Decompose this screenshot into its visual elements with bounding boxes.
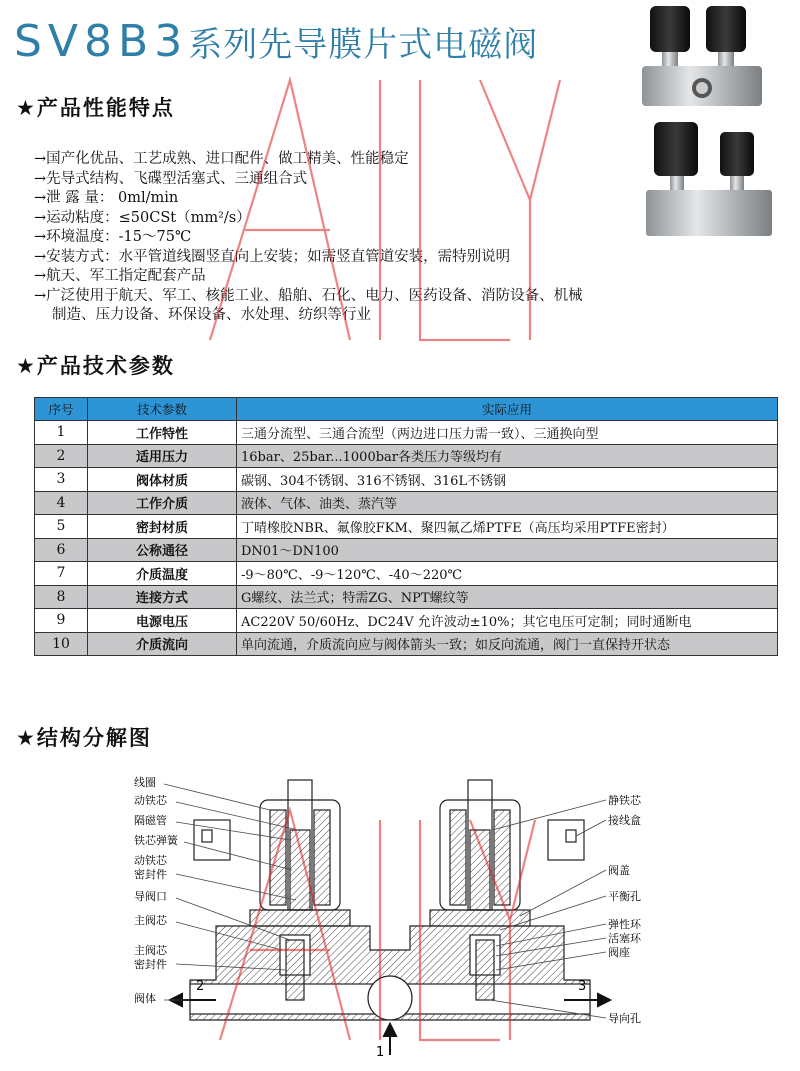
row-param: 阀体材质 [88, 468, 237, 492]
table-row [35, 585, 778, 609]
right-actuator [430, 780, 584, 926]
label-elastic-ring: 弹性环 [608, 918, 641, 931]
feature-item: →航天、军工指定配套产品 [34, 268, 206, 284]
row-param: 介质温度 [88, 562, 237, 586]
table-row [35, 491, 778, 515]
table-row [35, 562, 778, 586]
label-main-spool-2: 主阀芯 [134, 944, 167, 957]
spec-table [34, 397, 778, 656]
right-labels [608, 793, 642, 1025]
series-title: 系列先导膜片式电磁阀 [188, 25, 539, 65]
feature-item: →国产化优品、工艺成熟、进口配件、做工精美、性能稳定 [34, 151, 409, 167]
params-heading: ★产品技术参数 [16, 354, 175, 378]
row-app: G螺纹、法兰式；特需ZG、NPT螺纹等 [237, 585, 778, 609]
row-no: 1 [35, 421, 88, 445]
table-row [35, 515, 778, 539]
exploded-diagram [120, 770, 660, 1060]
left-labels [134, 775, 179, 1005]
row-app: 碳钢、304不锈钢、316不锈钢、316L不锈钢 [237, 468, 778, 492]
row-app: AC220V 50/60Hz、DC24V 允许波动±10%；其它电压可定制；同时通断电 [237, 609, 778, 633]
port-label-1: 1 [376, 1045, 385, 1060]
row-app: 三通分流型、三通合流型（两边进口压力需一致）、三通换向型 [237, 421, 778, 445]
row-param: 介质流向 [88, 632, 237, 656]
label-isolation-tube: 隔磁管 [134, 814, 167, 827]
features-heading: ★产品性能特点 [16, 96, 175, 120]
label-moving-core: 动铁芯 [134, 794, 167, 807]
label-core-spring: 铁芯弹簧 [134, 834, 178, 847]
feature-item: →广泛使用于航天、军工、核能工业、船舶、石化、电力、医药设备、消防设备、机械 [34, 287, 583, 304]
row-no: 7 [35, 562, 88, 586]
label-junction-box: 接线盒 [608, 814, 641, 827]
row-no: 10 [35, 632, 88, 656]
col-header-app: 实际应用 [237, 398, 778, 421]
row-param: 工作介质 [88, 491, 237, 515]
table-row [35, 632, 778, 656]
row-app: 单向流通，介质流向应与阀体箭头一致；如反向流通，阀门一直保持开状态 [237, 632, 778, 656]
col-header-no: 序号 [35, 398, 88, 421]
page-title [14, 16, 538, 72]
feature-item: →环境温度：-15～75℃ [34, 229, 192, 245]
feature-item-continuation: 制造、压力设备、环保设备、水处理、纺织等行业 [52, 307, 371, 323]
structure-heading: ★结构分解图 [16, 726, 152, 750]
row-no: 4 [35, 491, 88, 515]
label-piston-ring: 活塞环 [608, 932, 641, 945]
row-app: -9～80℃、-9～120℃、-40～220℃ [237, 562, 778, 586]
row-app: 液体、气体、油类、蒸汽等 [237, 491, 778, 515]
row-no: 5 [35, 515, 88, 539]
model-name: SV8B3 [14, 16, 189, 67]
label-valve-seat: 阀座 [608, 946, 630, 959]
label-seal-2: 密封件 [134, 958, 167, 971]
row-app: 丁晴橡胶NBR、氟像胶FKM、聚四氟乙烯PTFE（高压均采用PTFE密封） [237, 515, 778, 539]
label-seal: 密封件 [134, 868, 167, 881]
label-moving-core-2: 动铁芯 [134, 854, 167, 867]
label-static-core: 静铁芯 [608, 794, 641, 807]
label-guide-hole: 导向孔 [608, 1012, 641, 1025]
label-coil: 线圈 [134, 776, 156, 789]
row-param: 适用压力 [88, 444, 237, 468]
row-app: DN01～DN100 [237, 538, 778, 562]
row-param: 连接方式 [88, 585, 237, 609]
table-row [35, 468, 778, 492]
table-row [35, 538, 778, 562]
feature-item: →运动粘度：≤50CSt（mm²/s） [34, 209, 251, 226]
row-no: 9 [35, 609, 88, 633]
port-label-2: 2 [196, 979, 205, 994]
features-list [34, 150, 774, 326]
row-param: 电源电压 [88, 609, 237, 633]
label-main-spool: 主阀芯 [134, 914, 167, 927]
row-no: 8 [35, 585, 88, 609]
feature-item: →先导式结构、飞碟型活塞式、三通组合式 [34, 170, 308, 187]
table-row [35, 609, 778, 633]
row-no: 6 [35, 538, 88, 562]
col-header-param: 技术参数 [88, 398, 237, 421]
label-pilot-port: 导阀口 [134, 890, 167, 903]
table-row [35, 444, 778, 468]
row-param: 工作特性 [88, 421, 237, 445]
row-no: 3 [35, 468, 88, 492]
feature-item: →泄 露 量： 0ml/min [34, 190, 179, 206]
row-app: 16bar、25bar...1000bar各类压力等级均有 [237, 444, 778, 468]
left-actuator [194, 780, 350, 926]
label-balance-hole: 平衡孔 [608, 890, 641, 903]
row-no: 2 [35, 444, 88, 468]
row-param: 密封材质 [88, 515, 237, 539]
label-bonnet: 阀盖 [608, 864, 630, 877]
feature-item: →安装方式：水平管道线圈竖直向上安装；如需竖直管道安装，需特别说明 [34, 248, 511, 265]
table-header-row [35, 398, 778, 421]
port-label-3: 3 [578, 979, 587, 994]
row-param: 公称通径 [88, 538, 237, 562]
label-body: 阀体 [134, 992, 156, 1005]
table-row [35, 421, 778, 445]
